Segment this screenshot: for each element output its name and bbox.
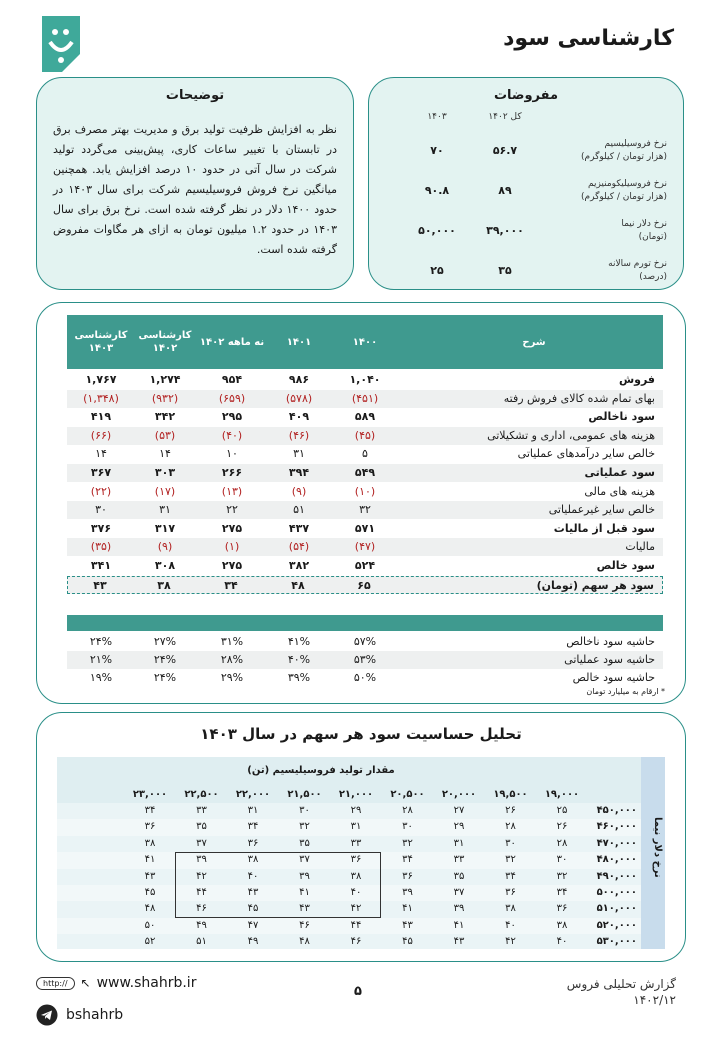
sensitivity-cell: ۴۰ — [505, 919, 516, 931]
sensitivity-cell: ۳۲ — [505, 854, 516, 866]
row-value: (۶۵۹) — [218, 391, 246, 405]
sensitivity-cell: ۲۹ — [453, 821, 465, 833]
assumption-value-1402: ۳۵ — [498, 264, 512, 277]
margin-row — [67, 651, 663, 669]
sensitivity-row-header: ۴۶۰,۰۰۰ — [596, 821, 637, 833]
row-label: مالیات — [625, 540, 655, 554]
sensitivity-row-header: ۵۰۰,۰۰۰ — [596, 887, 637, 898]
footer-links — [36, 972, 196, 1026]
sensitivity-cell: ۲۶ — [505, 805, 516, 816]
row-value: ۱,۷۶۷ — [85, 373, 117, 386]
assumptions-col-1403: ۱۴۰۳ — [427, 112, 447, 122]
assumption-label-unit: (هزار تومان / کیلوگرم) — [581, 192, 667, 202]
income-row — [67, 371, 663, 389]
sensitivity-cell: ۳۹ — [402, 887, 413, 898]
margin-value: ۵۳% — [353, 653, 377, 666]
row-value: ۹۵۴ — [221, 373, 243, 386]
row-value: ۳۲ — [359, 503, 371, 517]
sensitivity-cell: ۳۲ — [299, 821, 310, 833]
sensitivity-cell: ۳۹ — [299, 870, 310, 882]
sensitivity-box — [36, 712, 686, 962]
row-value: (۵۳) — [154, 428, 176, 442]
sensitivity-cell: ۳۴ — [556, 887, 568, 898]
assumptions-box — [368, 77, 684, 290]
notes-text: نظر به افزایش ظرفیت تولید برق و مدیریت بهتر مصرف برق در تابستان با تغییر ساعات کاری، پیش‌بینی می‌گردد تولید شرکت در سال آتی در حدود ۱۰ درصد افزایش یابد. همچنین میانگین نرخ فروش فروسیلیسیم شرکت برای سال ۱۴۰۳ در حدود ۱۴۰۰ دلار در نظر گرفته شده است. نرخ برق برای سال ۱۴۰۳ در حدود ۱.۲ میلیون تومان به ازای هر مگاوات مفروض گرفته شده است. — [53, 123, 337, 256]
row-value: (۱) — [224, 540, 240, 554]
sensitivity-cell: ۴۹ — [247, 936, 259, 948]
row-value: ۵۸۹ — [354, 410, 376, 424]
sensitivity-cell: ۳۵ — [453, 870, 465, 882]
row-value: (۹) — [291, 484, 307, 498]
margin-value: ۲۹% — [220, 671, 244, 684]
footnote: * ارقام به میلیارد تومان — [586, 687, 665, 696]
sensitivity-cell: ۳۷ — [453, 887, 465, 898]
assumption-label — [537, 178, 667, 204]
sensitivity-cell: ۴۶ — [196, 903, 207, 915]
row-label: سود خالص — [596, 559, 655, 572]
sensitivity-cell: ۳۶ — [350, 854, 362, 866]
income-statement-box — [36, 302, 686, 704]
margin-value: ۵۷% — [353, 635, 377, 648]
sensitivity-row-header: ۵۲۰,۰۰۰ — [596, 919, 637, 931]
assumption-label-unit: (تومان) — [638, 232, 667, 242]
row-value: (۵۴) — [288, 540, 310, 554]
sensitivity-cell: ۴۰ — [556, 936, 568, 948]
sensitivity-col-header: ۱۹,۵۰۰ — [493, 789, 528, 800]
header-1402-9m: نه ماهه ۱۴۰۲ — [199, 336, 265, 348]
sensitivity-cell: ۳۰ — [299, 805, 310, 816]
sensitivity-cell: ۳۶ — [144, 821, 156, 833]
assumption-row — [369, 178, 683, 214]
sensitivity-cell: ۴۲ — [196, 870, 207, 882]
row-value: ۱۴ — [95, 447, 107, 461]
assumption-row — [369, 218, 683, 254]
row-value: ۹۸۶ — [288, 373, 310, 386]
sensitivity-cell: ۳۱ — [350, 821, 362, 833]
row-value: ۴۰۹ — [288, 410, 310, 424]
sensitivity-cell: ۳۲ — [402, 837, 413, 849]
sensitivity-row-header: ۴۹۰,۰۰۰ — [596, 870, 637, 882]
assumption-label-unit: (درصد) — [639, 272, 667, 282]
sensitivity-col-header: ۲۰,۵۰۰ — [390, 789, 425, 800]
row-value: ۴۸ — [291, 578, 305, 592]
http-badge: http:// — [36, 977, 75, 990]
income-row — [67, 483, 663, 501]
row-value: (۳۵) — [90, 540, 112, 554]
row-label: سود ناخالص — [588, 410, 655, 424]
margin-label: حاشیه سود خالص — [572, 671, 655, 684]
row-value: ۲۹۵ — [221, 410, 243, 424]
assumption-label — [537, 138, 667, 164]
sensitivity-cell: ۳۸ — [144, 837, 156, 849]
row-value: ۲۷۵ — [221, 559, 243, 572]
sensitivity-title: تحلیل حساسیت سود هر سهم در سال ۱۴۰۳ — [200, 725, 522, 743]
assumption-label — [537, 218, 667, 244]
row-value: (۹) — [157, 540, 173, 554]
header-1400: ۱۴۰۰ — [352, 336, 378, 348]
sensitivity-cell: ۵۰ — [144, 919, 156, 931]
sensitivity-col-header: ۲۲,۰۰۰ — [235, 789, 271, 800]
row-value: ۱,۲۷۴ — [149, 373, 181, 386]
sensitivity-cell: ۴۳ — [299, 903, 310, 915]
sensitivity-cell: ۳۸ — [247, 854, 259, 866]
sensitivity-cell: ۴۱ — [299, 887, 310, 898]
income-row — [67, 464, 663, 482]
margin-label: حاشیه سود ناخالص — [566, 635, 655, 648]
sensitivity-cell: ۲۶ — [556, 821, 568, 833]
sensitivity-cell: ۴۵ — [144, 887, 156, 898]
margin-row — [67, 633, 663, 651]
telegram-icon — [36, 1004, 58, 1026]
sensitivity-cell: ۳۰ — [505, 837, 516, 849]
sensitivity-highlight — [175, 852, 381, 918]
row-value: ۳۱ — [293, 447, 305, 461]
sensitivity-cell: ۳۳ — [453, 854, 465, 866]
row-value: (۱۰) — [354, 484, 376, 498]
row-value: ۲۷۵ — [221, 521, 243, 535]
notes-title: توضیحات — [165, 88, 225, 103]
sensitivity-cell: ۴۵ — [402, 936, 413, 948]
margin-value: ۳۹% — [287, 671, 311, 684]
margin-value: ۲۴% — [89, 635, 113, 648]
sensitivity-cell: ۲۸ — [556, 837, 568, 849]
sensitivity-cell: ۲۸ — [505, 821, 516, 833]
sensitivity-cell: ۴۶ — [350, 936, 362, 948]
sensitivity-cell: ۴۶ — [299, 919, 310, 931]
row-value: ۳۴۱ — [90, 559, 112, 572]
row-value: ۶۵ — [357, 578, 371, 592]
row-value: ۵۱ — [293, 503, 305, 517]
page-title: کارشناسی سود — [503, 26, 674, 51]
row-value: (۶۶) — [90, 428, 112, 442]
row-value: ۳۶۷ — [90, 466, 112, 479]
website-link[interactable]: www.shahrb.ir — [96, 975, 197, 991]
row-value: ۳۰ — [95, 503, 107, 517]
sensitivity-cell: ۴۴ — [350, 919, 362, 931]
sensitivity-cell: ۳۶ — [556, 903, 568, 915]
income-row — [67, 557, 663, 575]
margin-row — [67, 669, 663, 687]
sensitivity-cell: ۴۸ — [299, 936, 310, 948]
assumption-label-main: نرخ فروسیلیسیم — [604, 139, 667, 149]
income-row — [67, 501, 663, 519]
margin-value: ۵۰% — [353, 671, 377, 684]
sensitivity-cell: ۳۰ — [556, 854, 568, 866]
sensitivity-cell: ۳۵ — [299, 837, 310, 849]
sensitivity-cell: ۳۱ — [453, 837, 465, 849]
row-value: (۱۷) — [154, 484, 176, 498]
sensitivity-row-header: ۵۱۰,۰۰۰ — [596, 903, 637, 915]
row-value: ۴۳ — [93, 578, 107, 592]
assumption-label-main: نرخ فروسیلیکومنیزیم — [587, 179, 667, 189]
sensitivity-cell: ۳۲ — [556, 870, 568, 882]
header-1401: ۱۴۰۱ — [286, 336, 312, 348]
sensitivity-cell: ۵۱ — [196, 936, 207, 948]
income-row — [67, 390, 663, 408]
row-label: خالص سایر غیرعملیاتی — [548, 503, 655, 517]
margin-label: حاشیه سود عملیاتی — [564, 653, 655, 666]
row-value: ۳۷۶ — [90, 521, 112, 535]
row-label: خالص سایر درآمدهای عملیاتی — [517, 447, 655, 461]
assumption-label-unit: (هزار تومان / کیلوگرم) — [581, 152, 667, 162]
income-row — [67, 538, 663, 556]
sensitivity-cell: ۴۹ — [196, 919, 207, 931]
sensitivity-cell: ۳۶ — [247, 837, 259, 849]
row-value: (۴۵۱) — [351, 391, 379, 405]
margin-value: ۴۱% — [287, 635, 311, 648]
sensitivity-cell: ۴۴ — [196, 887, 207, 898]
assumption-value-1403: ۹۰.۸ — [424, 184, 450, 197]
sensitivity-cell: ۳۸ — [350, 870, 362, 882]
row-value: (۵۷۸) — [285, 391, 313, 405]
sensitivity-cell: ۳۷ — [196, 837, 207, 849]
row-value: ۴۳۷ — [288, 521, 310, 535]
sensitivity-cell: ۳۸ — [505, 903, 516, 915]
margin-value: ۴۰% — [287, 653, 311, 666]
sensitivity-cell: ۳۴ — [247, 821, 259, 833]
sensitivity-cell: ۳۳ — [196, 805, 207, 816]
row-value: ۳۰۳ — [154, 466, 176, 479]
row-label: سود عملیاتی — [584, 466, 655, 479]
page-number: ۵ — [354, 984, 362, 999]
sensitivity-cell: ۳۴ — [505, 870, 516, 882]
margin-value: ۲۷% — [153, 635, 177, 648]
row-value: ۲۶۶ — [221, 466, 243, 479]
cursor-icon: ↖ — [80, 976, 91, 990]
row-value: (۹۳۲) — [151, 391, 179, 405]
income-row — [67, 408, 663, 426]
row-label: سود قبل از مالیات — [553, 521, 655, 535]
assumption-value-1403: ۷۰ — [430, 144, 444, 157]
margin-value: ۱۹% — [89, 671, 113, 684]
sensitivity-cell: ۳۶ — [505, 887, 516, 898]
row-value: (۴۰) — [221, 428, 243, 442]
sensitivity-cell: ۴۲ — [505, 936, 516, 948]
sensitivity-cell: ۴۸ — [144, 903, 156, 915]
sensitivity-cell: ۲۸ — [402, 805, 413, 816]
income-table-header — [67, 315, 663, 369]
header-est-1403: کارشناسی ۱۴۰۳ — [74, 330, 128, 354]
sensitivity-cell: ۳۹ — [196, 854, 207, 866]
row-value: ۳۱ — [159, 503, 171, 517]
row-label: بهای تمام شده کالای فروش رفته — [503, 391, 655, 405]
header-desc: شرح — [522, 336, 546, 348]
sensitivity-cell: ۳۷ — [299, 854, 310, 866]
row-value: ۴۱۹ — [90, 410, 112, 424]
sensitivity-cell: ۴۱ — [453, 919, 465, 931]
row-value: ۳۰۸ — [154, 559, 176, 572]
sensitivity-row-header: ۴۷۰,۰۰۰ — [596, 837, 637, 849]
row-value: (۴۵) — [354, 428, 376, 442]
row-value: ۳۸ — [157, 578, 171, 592]
footer-report — [567, 976, 676, 1008]
sensitivity-cell: ۳۴ — [144, 805, 156, 816]
sensitivity-panel — [57, 757, 665, 949]
row-value: ۳۴۲ — [154, 410, 176, 424]
row-value: (۴۶) — [288, 428, 310, 442]
sensitivity-cell: ۳۸ — [556, 919, 568, 931]
sensitivity-cell: ۴۳ — [402, 919, 413, 931]
assumption-value-1403: ۲۵ — [430, 264, 444, 277]
row-value: ۳۹۴ — [288, 466, 310, 479]
assumption-row — [369, 138, 683, 174]
margin-value: ۲۱% — [89, 653, 113, 666]
assumption-label-main: نرخ دلار نیما — [621, 219, 667, 229]
sensitivity-col-header: ۲۲,۵۰۰ — [184, 789, 219, 800]
assumption-value-1402: ۵۶.۷ — [492, 144, 518, 157]
sensitivity-cell: ۴۳ — [247, 887, 259, 898]
row-value: ۵۲۴ — [354, 559, 376, 572]
assumption-label — [537, 258, 667, 284]
sensitivity-col-header: ۲۱,۰۰۰ — [338, 789, 374, 800]
margin-value: ۲۸% — [220, 653, 244, 666]
assumption-value-1402: ۳۹,۰۰۰ — [486, 224, 524, 237]
assumption-label-main: نرخ تورم سالانه — [608, 259, 667, 269]
sensitivity-col-header: ۱۹,۰۰۰ — [544, 789, 580, 800]
row-value: ۱,۰۴۰ — [349, 373, 381, 386]
sensitivity-cell: ۴۰ — [247, 870, 259, 882]
assumption-value-1402: ۸۹ — [498, 184, 512, 197]
sensitivity-row-header: ۵۳۰,۰۰۰ — [596, 936, 637, 948]
row-value: (۱,۳۴۸) — [83, 391, 119, 405]
income-row — [67, 520, 663, 538]
row-value: ۳۱۷ — [154, 521, 176, 535]
row-label: فروش — [618, 373, 655, 386]
row-value: ۵۴۹ — [354, 466, 376, 479]
eps-row — [67, 576, 663, 594]
row-value: (۱۳) — [221, 484, 243, 498]
sensitivity-col-header: ۲۰,۰۰۰ — [441, 789, 477, 800]
row-label: سود هر سهم (تومان) — [536, 578, 654, 592]
sensitivity-cell: ۳۰ — [402, 821, 413, 833]
margin-value: ۲۴% — [153, 671, 177, 684]
report-name: گزارش تحلیلی فروس — [566, 977, 676, 991]
assumptions-col-1402: کل ۱۴۰۲ — [488, 112, 522, 122]
income-row — [67, 427, 663, 445]
sensitivity-col-header: ۲۳,۰۰۰ — [132, 789, 168, 800]
sensitivity-cell: ۴۷ — [247, 919, 259, 931]
income-row — [67, 445, 663, 463]
sensitivity-cell: ۳۳ — [350, 837, 362, 849]
row-value: ۵ — [362, 447, 368, 461]
sensitivity-cell: ۴۵ — [247, 903, 259, 915]
sensitivity-col-header: ۲۱,۵۰۰ — [287, 789, 322, 800]
sensitivity-cell: ۳۶ — [402, 870, 413, 882]
sensitivity-cell: ۴۳ — [453, 936, 465, 948]
sensitivity-cell: ۲۵ — [556, 805, 568, 816]
sensitivity-cell: ۴۲ — [350, 903, 362, 915]
sensitivity-cell: ۲۷ — [453, 805, 465, 816]
sensitivity-side-axis — [641, 757, 665, 949]
sensitivity-cell: ۳۴ — [402, 854, 413, 866]
row-label: هزینه های عمومی، اداری و تشکیلاتی — [487, 428, 655, 442]
assumption-row — [369, 258, 683, 294]
telegram-handle[interactable]: bshahrb — [66, 1007, 124, 1023]
sensitivity-cell: ۴۰ — [350, 887, 362, 898]
assumptions-title: مفروضات — [493, 88, 559, 103]
assumption-value-1403: ۵۰,۰۰۰ — [418, 224, 456, 237]
sensitivity-side-label: نرخ دلار نیما — [652, 817, 663, 878]
sensitivity-cell: ۲۹ — [350, 805, 362, 816]
sensitivity-cell: ۴۳ — [144, 870, 156, 882]
header-est-1402: کارشناسی ۱۴۰۲ — [138, 330, 192, 354]
row-value: (۲۲) — [90, 484, 112, 498]
sensitivity-cell: ۳۵ — [196, 821, 207, 833]
margin-value: ۲۴% — [153, 653, 177, 666]
notes-box — [36, 77, 354, 290]
row-value: ۳۸۲ — [288, 559, 310, 572]
row-value: ۱۰ — [226, 447, 238, 461]
brand-logo-icon — [38, 14, 84, 74]
row-value: ۱۴ — [159, 447, 171, 461]
report-date: ۱۴۰۲/۱۲ — [633, 993, 676, 1007]
row-label: هزینه های مالی — [584, 484, 655, 498]
margin-band — [67, 615, 663, 631]
margin-value: ۳۱% — [220, 635, 244, 648]
sensitivity-top-label: مقدار تولید فروسیلیسیم (تن) — [247, 765, 395, 776]
sensitivity-cell: ۳۹ — [453, 903, 465, 915]
sensitivity-cell: ۴۱ — [144, 854, 156, 866]
row-value: ۵۷۱ — [354, 521, 376, 535]
sensitivity-cell: ۴۱ — [402, 903, 413, 915]
row-value: (۴۷) — [354, 540, 376, 554]
sensitivity-cell: ۳۱ — [247, 805, 259, 816]
sensitivity-cell: ۵۲ — [144, 936, 156, 948]
sensitivity-row-header: ۴۸۰,۰۰۰ — [596, 854, 637, 866]
row-value: ۳۴ — [224, 578, 238, 592]
row-value: ۲۲ — [226, 503, 238, 517]
sensitivity-row-header: ۴۵۰,۰۰۰ — [596, 805, 637, 816]
